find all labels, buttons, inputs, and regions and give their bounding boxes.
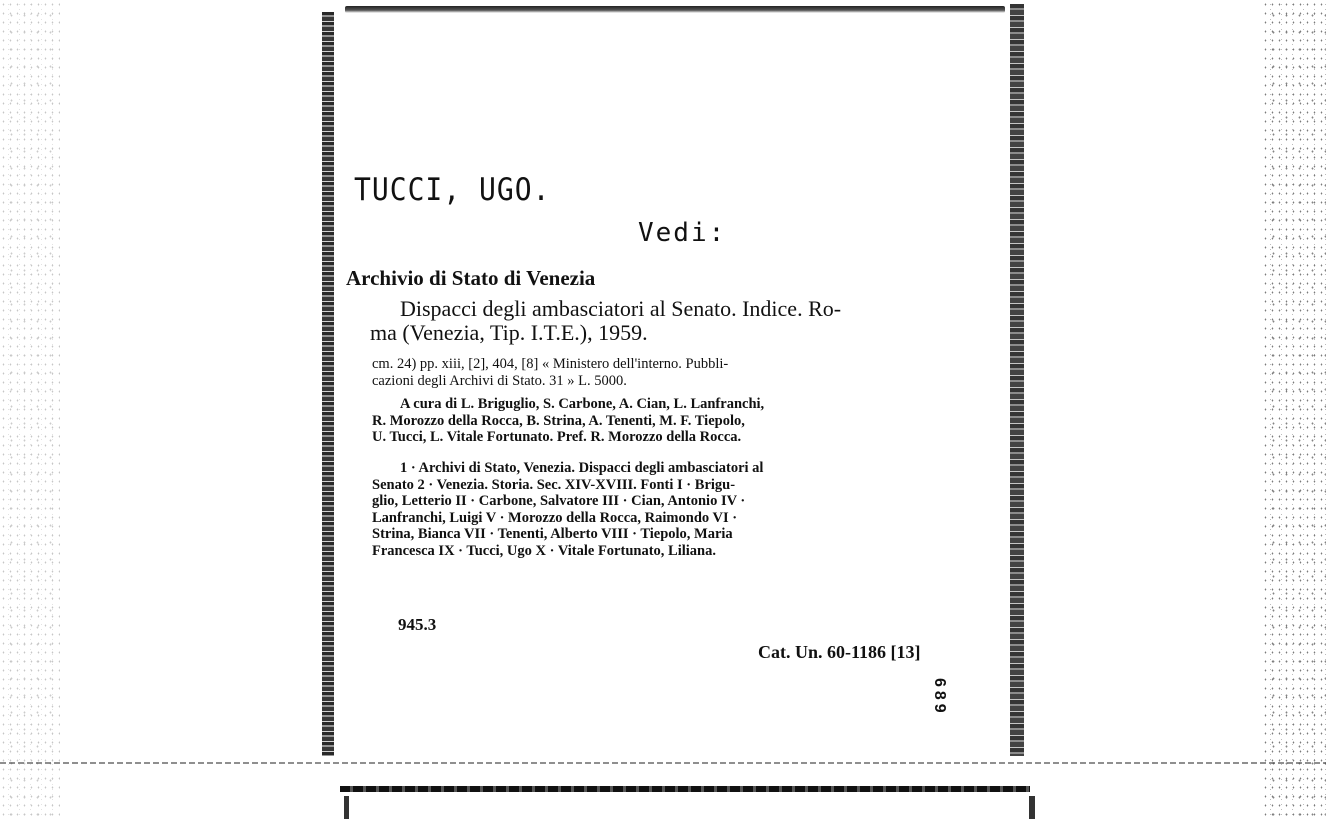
card-edge-right [1010, 4, 1024, 756]
title-statement [370, 297, 992, 345]
physical-description [372, 356, 992, 389]
editors-line: R. Morozzo della Rocca, B. Strina, A. Tenenti, M. F. Tiepolo, [372, 412, 745, 429]
card-edge-top [345, 6, 1005, 13]
tracing-line: Strina, Bianca VII · Tenenti, Alberto VIII · Tiepolo, Maria [372, 526, 733, 542]
tracing-line: 1 · Archivi di Stato, Venezia. Dispacci degli ambasciatori al [400, 460, 764, 476]
editors-note [372, 396, 992, 446]
physical-line: cazioni degli Archivi di Stato. 31 » L. 5000. [372, 372, 627, 389]
scan-noise-left [0, 0, 60, 819]
editors-line: U. Tucci, L. Vitale Fortunato. Pref. R. Morozzo della Rocca. [372, 429, 742, 445]
title-line: ma (Venezia, Tip. I.T.E.), 1959. [370, 320, 648, 345]
next-card-edge [340, 786, 1030, 792]
scan-noise-right [1262, 0, 1326, 819]
tracing-line: Senato 2 · Venezia. Storia. Sec. XIV-XVIII. Fonti I · Brigu- [372, 476, 736, 493]
tracing-line: Francesca IX · Tucci, Ugo X · Vitale Fortunato, Liliana. [372, 542, 716, 559]
tracings [372, 460, 992, 559]
tracing-line: glio, Letterio II · Carbone, Salvatore III · Cian, Antonio IV · [372, 493, 746, 509]
scan-divider [0, 762, 1326, 764]
title-line: Dispacci degli ambasciatori al Senato. Indice. Ro- [400, 296, 842, 321]
stamp-number: 689 [931, 678, 948, 717]
catalog-number: Cat. Un. 60-1186 [13] [758, 642, 921, 662]
see-reference-label: Vedi: [638, 218, 727, 248]
class-number: 945.3 [398, 615, 437, 634]
main-entry: Archivio di Stato di Venezia [346, 266, 596, 290]
card-edge-left [322, 12, 334, 756]
tracing-line: Lanfranchi, Luigi V · Morozzo della Rocca, Raimondo VI · [372, 509, 738, 526]
editors-line: A cura di L. Briguglio, S. Carbone, A. Cian, L. Lanfranchi, [400, 396, 765, 412]
next-card [344, 796, 1035, 819]
card-heading: TUCCI, UGO. [354, 171, 551, 208]
physical-line: cm. 24) pp. xiii, [2], 404, [8] « Ministero dell'interno. Pubbli- [372, 356, 729, 372]
